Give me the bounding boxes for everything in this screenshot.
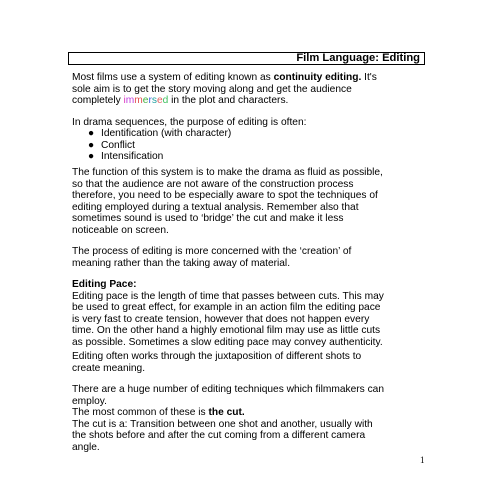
text-line (72, 407, 432, 419)
paragraph-function (72, 167, 432, 236)
text-run: It's (361, 72, 377, 83)
page-number: 1 (420, 455, 425, 465)
rainbow-letter: m (134, 95, 143, 106)
text-line: There are a huge number of editing techniques which filmmakers can (72, 384, 385, 395)
text-run: in the plot and characters. (168, 95, 289, 106)
paragraph-editing-pace (72, 279, 432, 348)
text-line: so that the audience are not aware of the construction process (72, 178, 354, 190)
list-item-label: Identification (with character) (101, 128, 232, 139)
document-title: Film Language: Editing (296, 52, 420, 64)
text-line (72, 72, 432, 84)
rainbow-letter: m (125, 95, 135, 106)
text-line: create meaning. (72, 362, 146, 374)
bullet-icon: ● (88, 151, 95, 162)
text-line: therefore, you need to be especially aware to spot the techniques of (72, 190, 378, 201)
text-line: noticeable on screen. (72, 224, 169, 236)
list-item (88, 140, 388, 152)
text-line: angle. (72, 441, 100, 453)
paragraph-continuity-editing (72, 72, 432, 107)
text-line: the shots before and after the cut coming from a different camera (72, 430, 366, 441)
rainbow-letter: i (123, 95, 126, 106)
text-line: sometimes sound is used to ‘bridge’ the cut and make it less (72, 213, 344, 224)
text-line: sole aim is to get the story moving along and get the audience (72, 83, 352, 95)
rainbow-letter: e (142, 95, 149, 106)
text-line: editing employed during a textual analysis. Remember also that (72, 201, 359, 213)
text-line: The function of this system is to make the drama as fluid as possible, (72, 167, 383, 178)
list-item (88, 151, 388, 163)
list-item-label: Conflict (101, 139, 135, 151)
list-item (88, 128, 388, 140)
title-box (68, 52, 425, 65)
list-item-label: Intensification (101, 151, 164, 162)
paragraph-drama-intro: In drama sequences, the purpose of editing is often: (72, 117, 307, 128)
rainbow-word (124, 95, 169, 106)
text-line: The process of editing is more concerned with the ‘creation’ of (72, 246, 352, 257)
rainbow-letter: d (162, 95, 169, 106)
text-line (72, 95, 432, 107)
paragraph-process (72, 246, 432, 269)
text-run: The most common of these is (72, 407, 209, 418)
text-line: time. On the other hand a highly emotional film may use as little cuts (72, 325, 381, 336)
text-line: as possible. Sometimes a slow editing pace may convey authenticity. (72, 336, 383, 348)
paragraph-techniques (72, 384, 432, 453)
text-line: meaning rather than the taking away of material. (72, 257, 291, 269)
rainbow-letter: r (148, 95, 152, 106)
text-run: Most films use a system of editing known as (72, 72, 274, 83)
text-line: Editing often works through the juxtaposition of different shots to (72, 351, 362, 362)
bullet-icon: ● (88, 139, 95, 151)
text-line: employ. (72, 395, 107, 407)
rainbow-letter: s (151, 95, 157, 106)
text-line: Editing pace is the length of time that passes between cuts. This may (72, 290, 384, 302)
bold-term: the cut. (208, 407, 245, 418)
bullet-list (88, 128, 388, 163)
text-run: completely (72, 95, 124, 106)
text-line: be used to great effect, for example in an action film the editing pace (72, 302, 381, 313)
bold-term: continuity editing. (273, 72, 362, 83)
bullet-icon: ● (88, 128, 95, 139)
section-heading: Editing Pace: (72, 279, 137, 290)
rainbow-letter: e (156, 95, 163, 106)
paragraph-juxtaposition (72, 351, 432, 374)
text-line: The cut is a: Transition between one shot and another, usually with (72, 418, 373, 430)
text-line: is very fast to create tension, however that does not happen every (72, 313, 370, 325)
